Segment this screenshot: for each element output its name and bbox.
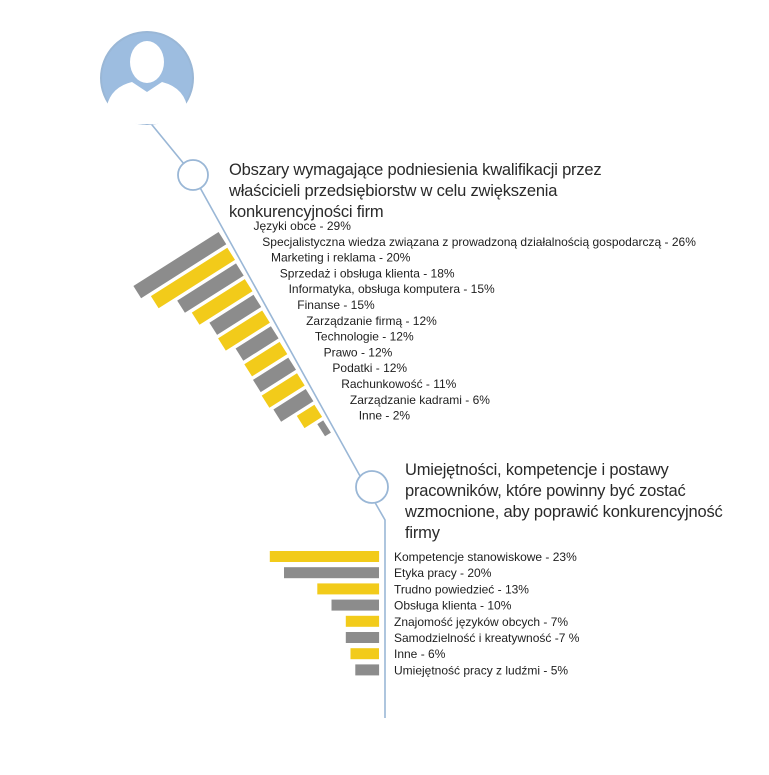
avatar bbox=[101, 32, 193, 124]
label-employee-8: Umiejętność pracy z ludźmi - 5% bbox=[394, 663, 569, 678]
chart-title-employee-skills: Umiejętności, kompetencje i postawy pracowników, które powinny być zostać wzmocnione, aby poprawić konkurencyjność firmy bbox=[405, 461, 723, 542]
bar-employee-1 bbox=[270, 551, 379, 562]
label-owner-9: Prawo - 12% bbox=[323, 345, 393, 360]
label-owner-2: Specjalistyczna wiedza związana z prowadzoną działalnością gospodarczą - 26% bbox=[262, 234, 696, 249]
label-employee-4: Obsługa klienta - 10% bbox=[394, 598, 512, 613]
node-circle-top bbox=[178, 160, 208, 190]
label-employee-6: Samodzielność i kreatywność -7 % bbox=[394, 631, 580, 645]
label-employee-5: Znajomość języków obcych - 7% bbox=[394, 614, 569, 629]
bar-employee-7 bbox=[351, 648, 380, 659]
chart-title-owner-skills: Obszary wymagające podniesienia kwalifikacji przez właścicieli przedsiębiorstw w celu zwiększenia konkurencyjności firm bbox=[229, 161, 602, 221]
bar-employee-4 bbox=[332, 600, 380, 611]
bar-employee-6 bbox=[346, 632, 379, 643]
bar-employee-3 bbox=[317, 583, 379, 594]
label-owner-8: Technologie - 12% bbox=[314, 329, 414, 344]
label-employee-7: Inne - 6% bbox=[394, 647, 446, 662]
label-owner-6: Finanse - 15% bbox=[297, 298, 375, 312]
label-owner-7: Zarządzanie firmą - 12% bbox=[306, 313, 437, 328]
bar-employee-2 bbox=[284, 567, 379, 578]
bar-employee-5 bbox=[346, 616, 379, 627]
label-owner-12: Zarządzanie kadrami - 6% bbox=[349, 392, 490, 407]
label-employee-2: Etyka pracy - 20% bbox=[394, 566, 492, 581]
label-owner-3: Marketing i reklama - 20% bbox=[271, 250, 411, 265]
label-owner-1: Języki obce - 29% bbox=[253, 219, 351, 233]
label-owner-10: Podatki - 12% bbox=[332, 361, 408, 376]
label-employee-1: Kompetencje stanowiskowe - 23% bbox=[394, 550, 577, 564]
bar-employee-8 bbox=[355, 664, 379, 675]
chart-employee-skills bbox=[270, 550, 580, 677]
bar-owner-13 bbox=[317, 420, 331, 436]
label-owner-13: Inne - 2% bbox=[358, 408, 411, 423]
label-owner-5: Informatyka, obsługa komputera - 15% bbox=[288, 282, 495, 297]
label-owner-4: Sprzedaż i obsługa klienta - 18% bbox=[279, 266, 455, 281]
label-owner-11: Rachunkowość - 11% bbox=[341, 377, 457, 391]
label-employee-3: Trudno powiedzieć - 13% bbox=[394, 582, 529, 597]
chart-owner-skills bbox=[133, 219, 696, 436]
node-circle-bottom bbox=[356, 471, 388, 503]
